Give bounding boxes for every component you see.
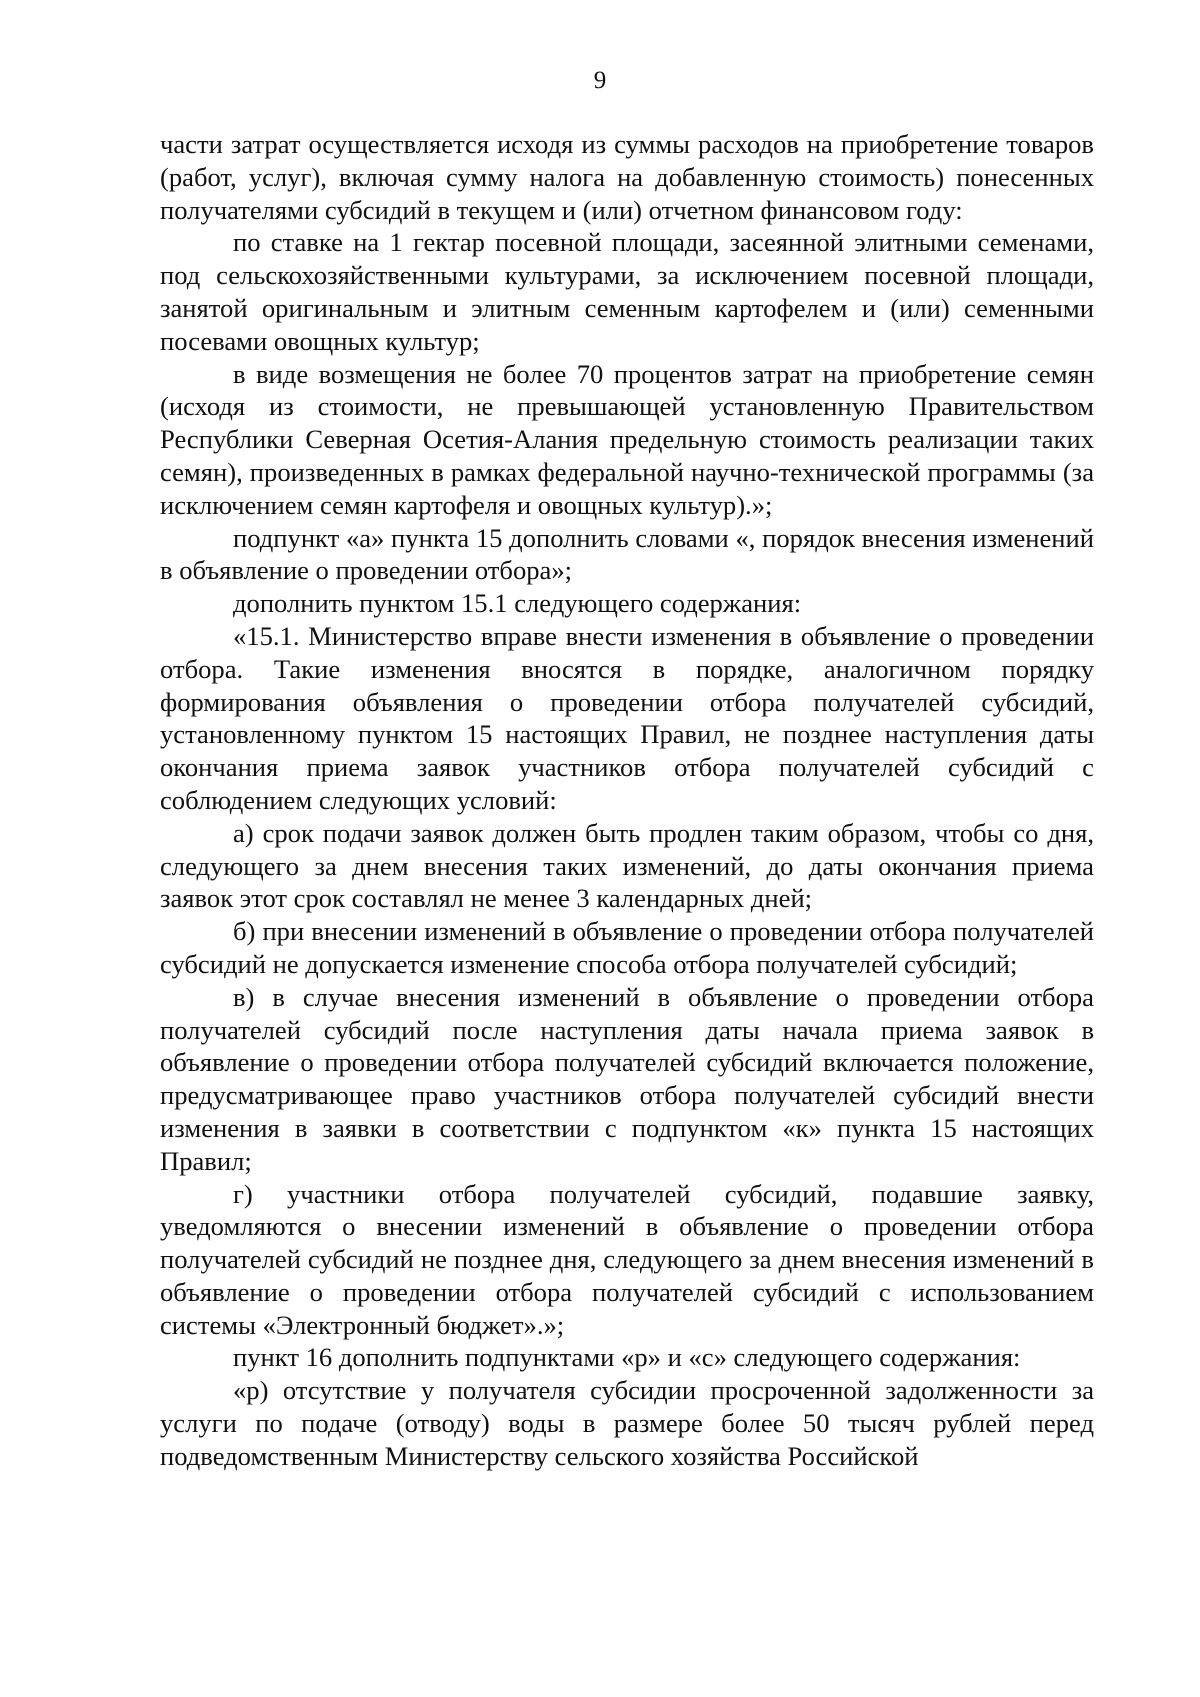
paragraph: дополнить пунктом 15.1 следующего содержания:	[233, 588, 802, 619]
paragraph: пункт 16 дополнить подпунктами «р» и «с» следующего содержания:	[233, 1342, 1021, 1373]
list-item-v: в) в случае внесения изменений в объявление о проведении отбора получателей субсидий после наступления даты начала приема заявок в объявление о проведении отбора получателей субсидий включается положение, предусматривающее право участников отбора получателей субсидий внести изменения в заявки в соответствии с подпунктом «к» пункта 15 настоящих Правил;	[160, 981, 1094, 1176]
list-item-a: а) срок подачи заявок должен быть продлен таким образом, чтобы со дня, следующего за днем внесения таких изменений, до даты окончания приема заявок этот срок составлял не менее 3 календарных дней;	[160, 817, 1094, 914]
paragraph: в виде возмещения не более 70 процентов затрат на приобретение семян (исходя из стоимости, не превышающей установленную Правительством Республики Северная Осетия-Алания предельную стоимость реализации таких семян), произведенных в рамках федеральной научно-технической программы (за исключением семян картофеля и овощных культур).»;	[160, 358, 1094, 520]
page-number: 9	[593, 67, 607, 94]
list-item-b: б) при внесении изменений в объявление о проведении отбора получателей субсидий не допускается изменение способа отбора получателей субсидий;	[160, 916, 1094, 979]
list-item-r: «р) отсутствие у получателя субсидии просроченной задолженности за услуги по подаче (отводу) воды в размере более 50 тысяч рублей перед подведомственным Министерству сельского хозяйства Российской	[160, 1375, 1094, 1471]
list-item-g: г) участники отбора получателей субсидий, подавшие заявку, уведомляются о внесении изменений в объявление о проведении отбора получателей субсидий не позднее дня, следующего за днем внесения изменений в объявление о проведении отбора получателей субсидий с использованием системы «Электронный бюджет».»;	[160, 1178, 1094, 1340]
paragraph: части затрат осуществляется исходя из суммы расходов на приобретение товаров (работ, услуг), включая сумму налога на добавленную стоимость) понесенных получателями субсидий в текущем и (или) отчетном финансовом году:	[160, 129, 1094, 225]
paragraph: подпункт «а» пункта 15 дополнить словами «, порядок внесения изменений в объявление о проведении отбора»;	[160, 522, 1094, 586]
paragraph: «15.1. Министерство вправе внести изменения в объявление о проведении отбора. Такие изменения вносятся в порядке, аналогичном порядку формирования объявления о проведении отбора получателей субсидий, установленному пунктом 15 настоящих Правил, не позднее наступления даты окончания приема заявок участников отбора получателей субсидий с соблюдением следующих условий:	[160, 620, 1094, 815]
document-body	[160, 128, 1094, 1473]
paragraph: по ставке на 1 гектар посевной площади, засеянной элитными семенами, под сельскохозяйственными культурами, за исключением посевной площади, занятой оригинальным и элитным семенным картофелем и (или) семенными посевами овощных культур;	[160, 227, 1094, 356]
